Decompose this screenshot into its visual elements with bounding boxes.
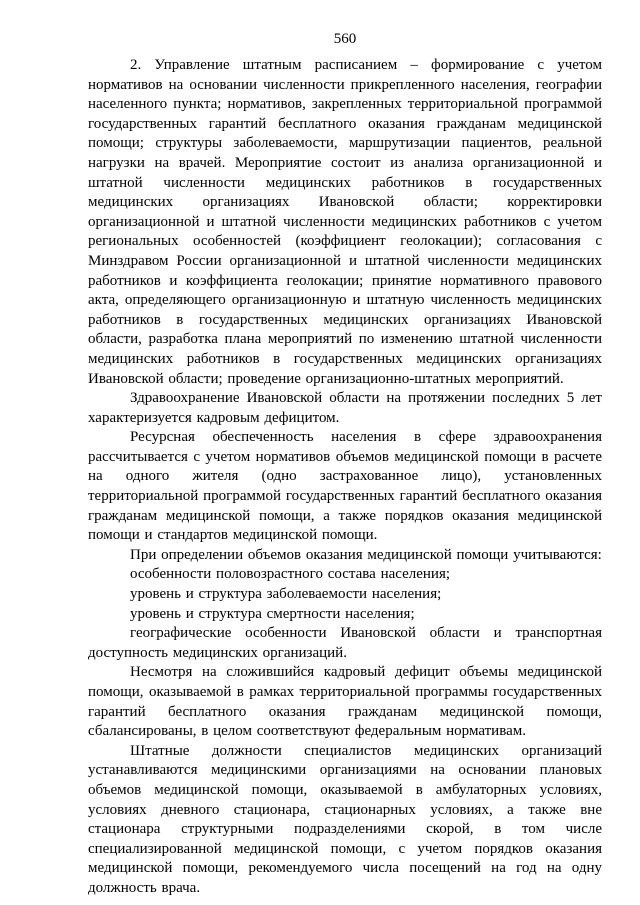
paragraph: 2. Управление штатным расписанием – формирование с учетом нормативов на основании численности прикрепленного населения, географии населенного пункта; нормативов, закрепленных территориальной программой государственных гарантий бесплатного оказания гражданам медицинской помощи; структуры заболеваемости, маршрутизации пациентов, реальной нагрузки на врачей. Мероприятие состоит из анализа организационной и штатной численности медицинских работников в государственных медицинских организациях Ивановской области; корректировки организационной и штатной численности медицинских работников с учетом региональных особенностей (коэффициент геолокации); согласования с Минздравом России организационной и штатной численности медицинских работников и коэффициента геолокации; принятие нормативного правового акта, определяющего организационную и штатную численность медицинских работников в государственных медицинских организациях Ивановской области, разработка плана мероприятий по изменению штатной численности медицинских работников в государственных медицинских организациях Ивановской области; проведение организационно-штатных мероприятий. (88, 57, 602, 387)
list-item: уровень и структура смертности населения; (130, 605, 415, 622)
page-number: 560 (333, 31, 357, 47)
list-item: особенности половозрастного состава населения; (130, 566, 451, 583)
paragraph: Здравоохранение Ивановской области на протяжении последних 5 лет характеризуется кадровым дефицитом. (88, 390, 602, 426)
list-item: уровень и структура заболеваемости населения; (130, 586, 442, 603)
paragraph: При определении объемов оказания медицинской помощи учитываются: (130, 546, 602, 563)
paragraph: Ресурсная обеспеченность населения в сфере здравоохранения рассчитывается с учетом нормативов объемов медицинской помощи в расчете на одного жителя (одно застрахованное лицо), установленных территориальной программой государственных гарантий бесплатного оказания гражданам медицинской помощи, а также порядков оказания медицинской помощи и стандартов медицинской помощи. (88, 429, 602, 544)
document-body (88, 56, 602, 899)
paragraph: Несмотря на сложившийся кадровый дефицит объемы медицинской помощи, оказываемой в рамках территориальной программы государственных гарантий бесплатного оказания гражданам медицинской помощи, сбалансированы, в целом соответствуют федеральным нормативам. (88, 664, 602, 740)
paragraph: Штатные должности специалистов медицинских организаций устанавливаются медицинскими организациями на основании плановых объемов медицинской помощи, оказываемой в амбулаторных условиях, условиях дневного стационара, стационарных условиях, а также вне стационара структурными подразделениями скорой, в том числе специализированной медицинской помощи, с учетом порядков оказания медицинской помощи, рекомендуемого числа посещений на год на одну должность врача. (88, 742, 602, 896)
list-item: географические особенности Ивановской области и транспортная доступность медицинских организаций. (88, 625, 602, 661)
